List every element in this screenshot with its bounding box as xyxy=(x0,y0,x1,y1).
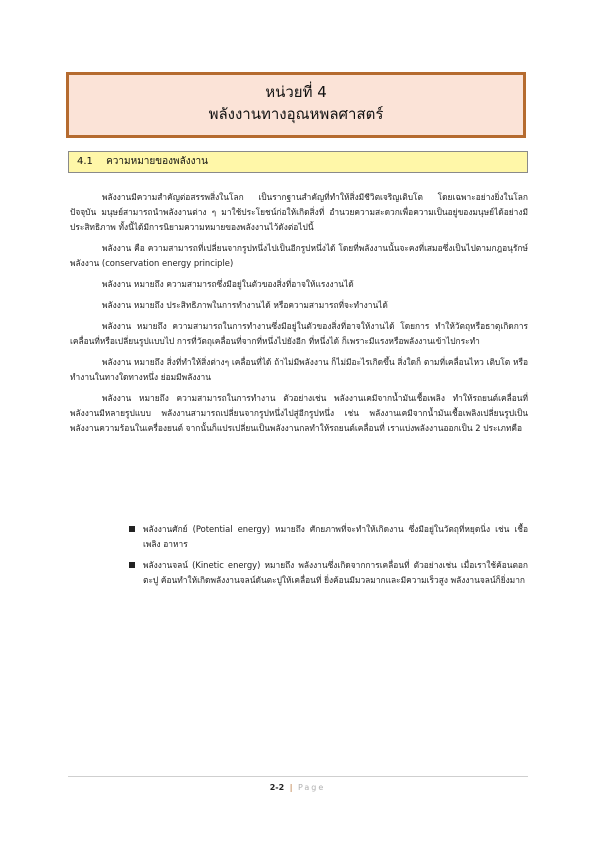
footer-divider xyxy=(68,776,528,777)
paragraph-definition-2: พลังงาน หมายถึง ความสามารถซึ่งมีอยู่ในตัวของสิ่งที่อาจให้แรงงานได้ xyxy=(102,279,354,289)
square-bullet-icon xyxy=(129,526,135,532)
paragraph-definition-5: พลังงาน หมายถึง สิ่งที่ทำให้สิ่งต่างๆ เคลื่อนที่ได้ ถ้าไม่มีพลังงาน ก็ไม่มีอะไรเกิดขึ้น สิ่งใดก็ ตามที่เคลื่อนไหว เติบโต หรือทำงานในทางใดทางหนึ่ง ย่อมมีพลังงาน xyxy=(70,357,528,382)
list-item-text: พลังงานจลน์ (Kinetic energy) หมายถึง พลังงานซึ่งเกิดจากการเคลื่อนที่ ตัวอย่างเช่น เมื่อเราใช้ค้อนตอกตะปู ค้อนทำให้เกิดพลังงานจลน์ดันตะปูให้เคลื่อนที่ ยิ่งค้อนมีมวลมากและมีความเร็วสูง พลังงานจลน์ก็ยิ่งมาก xyxy=(143,560,528,585)
section-heading xyxy=(68,151,528,173)
energy-types-list xyxy=(70,522,528,594)
section-title: ความหมายของพลังงาน xyxy=(106,156,208,167)
paragraph-definition-1: พลังงาน คือ ความสามารถที่เปลี่ยนจากรูปหนึ่งไปเป็นอีกรูปหนึ่งได้ โดยที่พลังงานนั้นจะคงที่เสมอซึ่งเป็นไปตามกฎอนุรักษ์พลังงาน (conservation energy principle) xyxy=(70,243,528,268)
footer-separator: | xyxy=(289,783,293,792)
body-text xyxy=(70,190,528,442)
chapter-title-box xyxy=(66,72,526,138)
list-item-kinetic-energy xyxy=(70,558,528,588)
chapter-number: หน่วยที่ 4 xyxy=(265,83,327,101)
page-number: 2-2 xyxy=(269,783,285,792)
page-label: Page xyxy=(297,783,326,792)
paragraph-definition-6: พลังงาน หมายถึง ความสามารถในการทำงาน ตัวอย่างเช่น พลังงานเคมีจากน้ำมันเชื้อเพลิง ทำให้รถยนต์เคลื่อนที่ พลังงานมีหลายรูปแบบ พลังงานสามารถเปลี่ยนจากรูปหนึ่งไปสู่อีกรูปหนึ่ง เช่น พลังงานเคมีจากน้ำมันเชื้อเพลิงเปลี่ยนรูปเป็นพลังงานความร้อนในเครื่องยนต์ จากนั้นก็แปรเปลี่ยนเป็นพลังงานกลทำให้รถยนต์เคลื่อนที่ เราแบ่งพลังงานออกเป็น 2 ประเภทคือ xyxy=(70,393,528,433)
paragraph-definition-3: พลังงาน หมายถึง ประสิทธิภาพในการทำงานได้ หรือความสามารถที่จะทำงานได้ xyxy=(102,300,388,310)
section-number: 4.1 xyxy=(77,156,93,167)
square-bullet-icon xyxy=(129,562,135,568)
list-item-text: พลังงานศักย์ (Potential energy) หมายถึง ศักยภาพที่จะทำให้เกิดงาน ซึ่งมีอยู่ในวัตถุที่หยุดนิ่ง เช่น เชื้อเพลิง อาหาร xyxy=(143,524,528,549)
page-footer xyxy=(0,783,595,792)
chapter-title: พลังงานทางอุณหพลศาสตร์ xyxy=(208,105,384,123)
list-item-potential-energy xyxy=(70,522,528,552)
paragraph-intro: พลังงานมีความสำคัญต่อสรรพสิ่งในโลก เป็นรากฐานสำคัญที่ทำให้สิ่งมีชีวิตเจริญเติบโต โดยเฉพาะอย่างยิ่งในโลกปัจจุบัน มนุษย์สามารถนำพลังงานต่าง ๆ มาใช้ประโยชน์ก่อให้เกิดสิ่งที่ อำนวยความสะดวกเพื่อความเป็นอยู่ของมนุษย์ได้อย่างมีประสิทธิภาพ ทั้งนี้ได้มีการนิยามความหมายของพลังงานไว้ดังต่อไปนี้ xyxy=(70,192,528,232)
paragraph-definition-4: พลังงาน หมายถึง ความสามารถในการทำงานซึ่งมีอยู่ในตัวของสิ่งที่อาจให้งานได้ โดยการ ทำให้วัตถุหรือธาตุเกิดการเคลื่อนที่หรือเปลี่ยนรูปแบบไป การที่วัตถุเคลื่อนที่จากที่หนึ่งไปยังอีก ที่หนึ่งได้ ก็เพราะมีแรงหรือพลังงานเข้าไปกระทำ xyxy=(70,321,528,346)
